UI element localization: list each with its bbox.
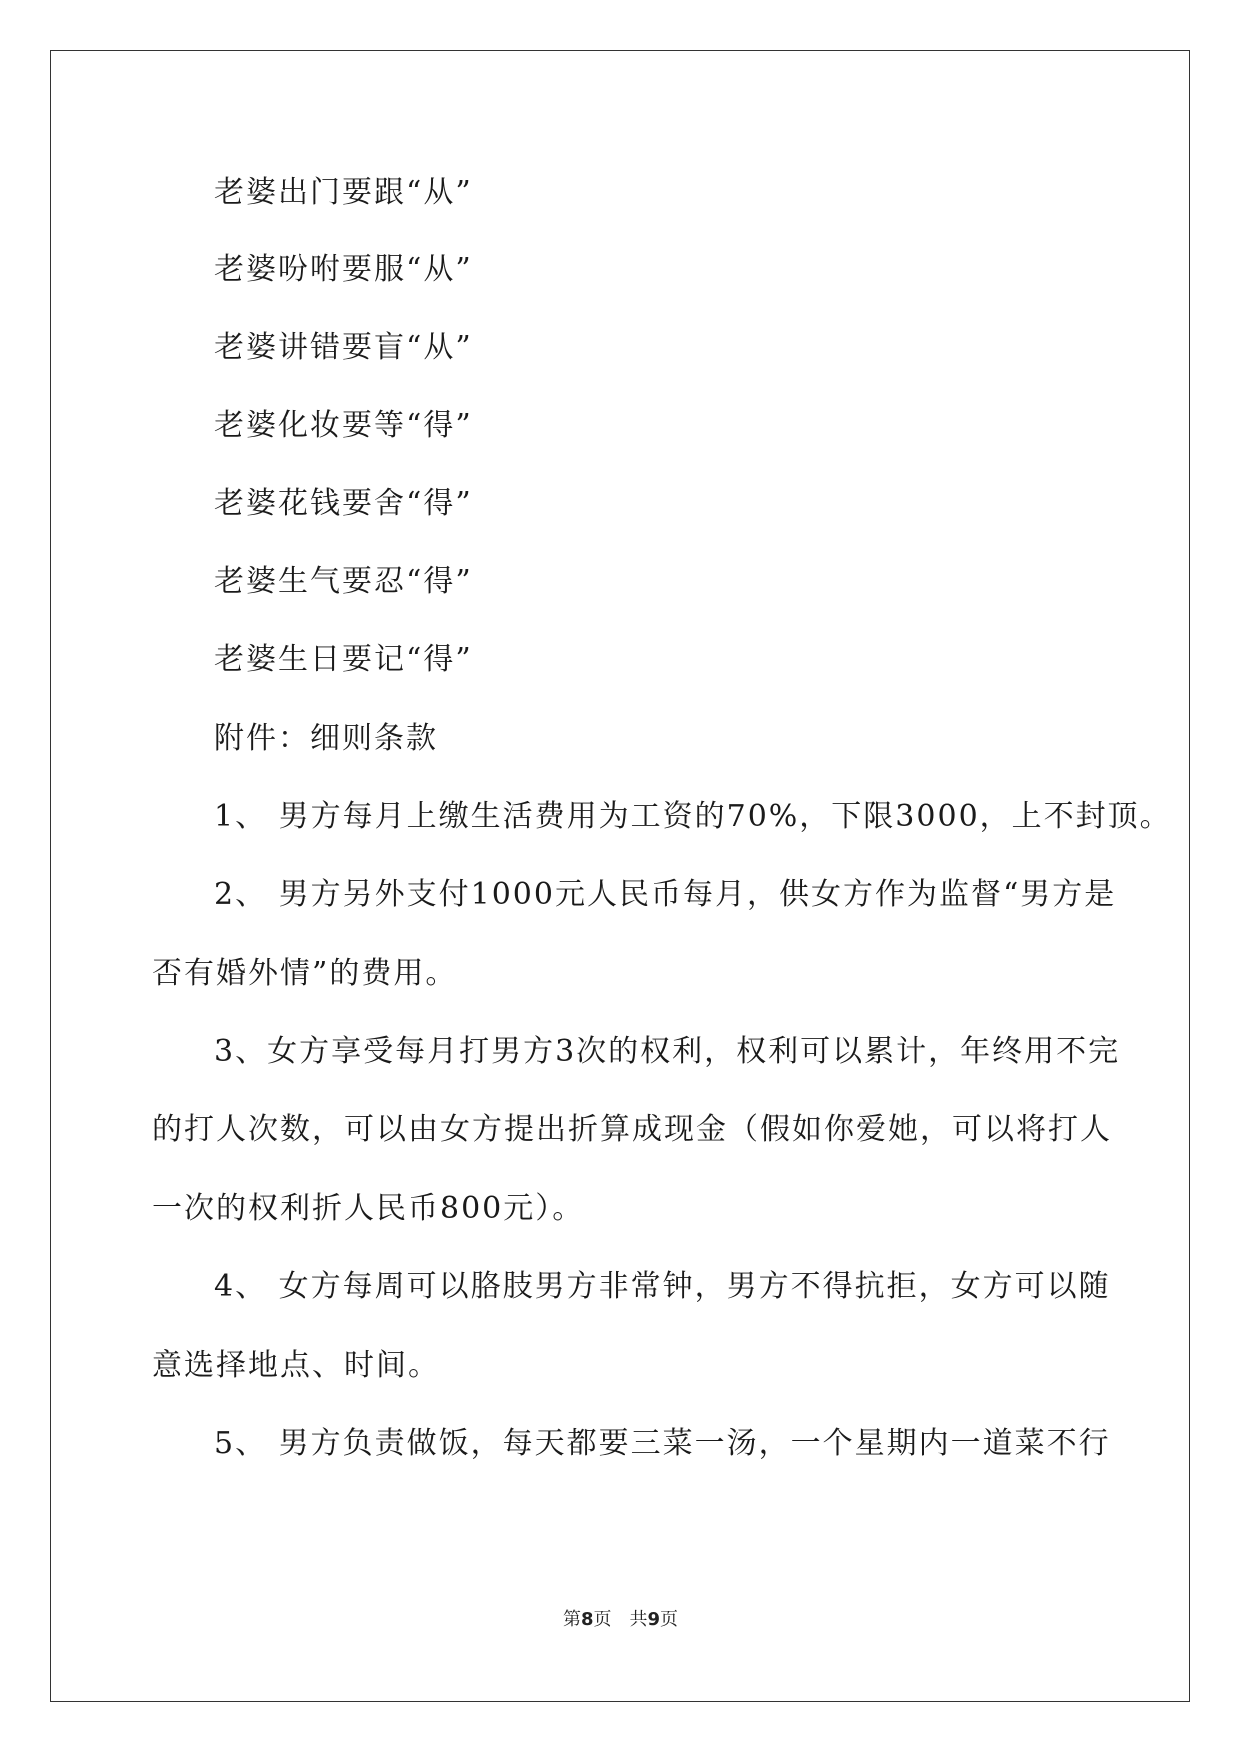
clause-2-cont: 否有婚外情”的费用。	[152, 956, 458, 991]
text-line: 老婆生日要记“得”	[214, 642, 473, 677]
clause-2: 2、 男方另外支付1000元人民币每月，供女方作为监督“男方是	[214, 877, 1117, 912]
clause-4-cont: 意选择地点、时间。	[152, 1348, 440, 1383]
clause-5: 5、 男方负责做饭，每天都要三菜一汤，一个星期内一道菜不行	[214, 1426, 1111, 1461]
text-line: 老婆吩咐要服“从”	[214, 252, 473, 287]
text-line: 老婆讲错要盲“从”	[214, 330, 473, 365]
clause-3-cont: 一次的权利折人民币800元）。	[152, 1191, 585, 1226]
footer-suffix: 页	[660, 1609, 679, 1630]
clause-1: 1、 男方每月上缴生活费用为工资的70%，下限3000，上不封顶。	[214, 799, 1172, 834]
clause-3: 3、女方享受每月打男方3次的权利，权利可以累计，年终用不完	[214, 1034, 1121, 1069]
text-line: 老婆出门要跟“从”	[214, 175, 473, 210]
footer-prefix: 第	[562, 1609, 581, 1630]
clause-4: 4、 女方每周可以胳肢男方非常钟，男方不得抗拒，女方可以随	[214, 1269, 1111, 1304]
page-footer	[0, 1608, 1241, 1632]
current-page-number: 8	[580, 1609, 594, 1630]
text-line: 老婆化妆要等“得”	[214, 408, 473, 443]
footer-middle: 页 共	[593, 1609, 648, 1630]
clause-3-cont: 的打人次数，可以由女方提出折算成现金（假如你爱她，可以将打人	[152, 1112, 1112, 1147]
text-line: 老婆生气要忍“得”	[214, 564, 473, 599]
total-page-number: 9	[647, 1609, 661, 1630]
appendix-heading: 附件：细则条款	[214, 721, 438, 756]
text-line: 老婆花钱要舍“得”	[214, 486, 473, 521]
